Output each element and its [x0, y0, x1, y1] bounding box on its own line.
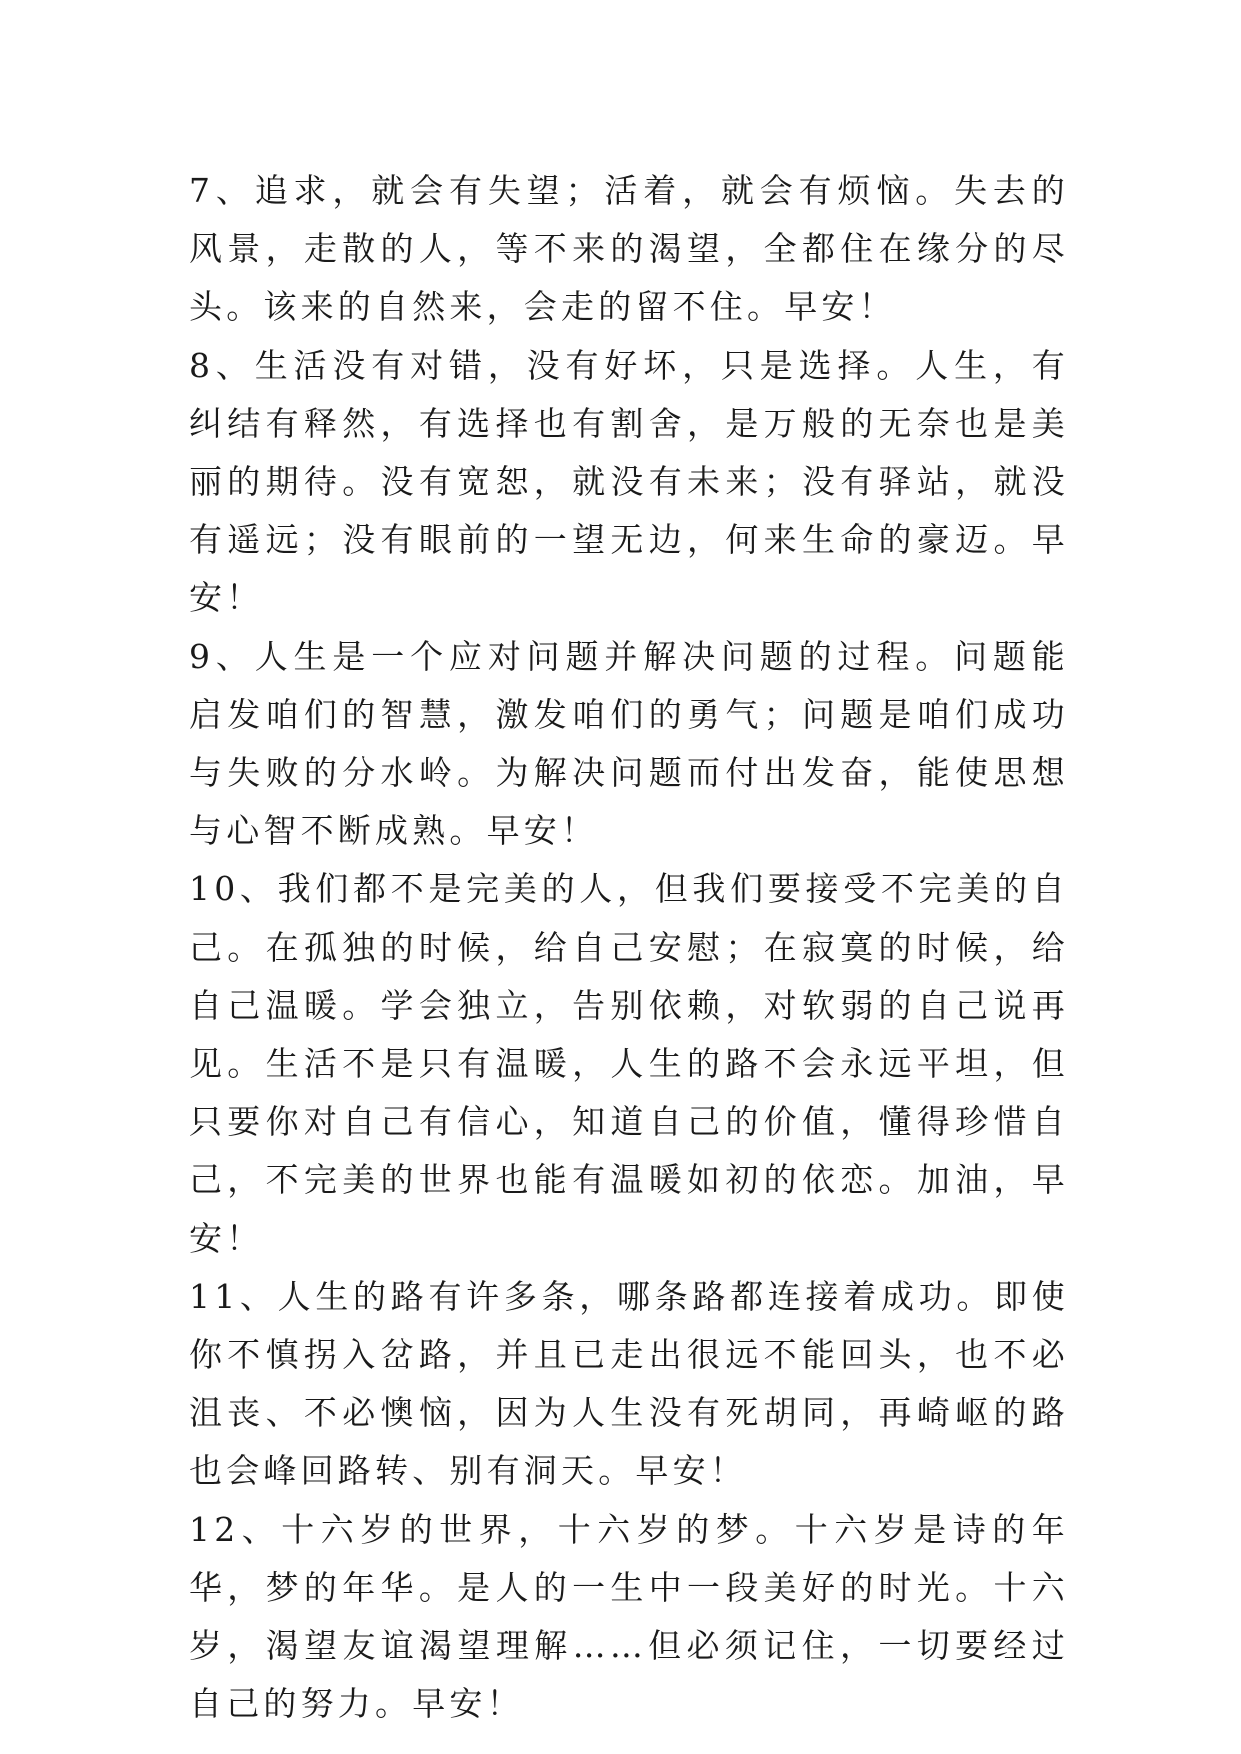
paragraph-12: 12、十六岁的世界，十六岁的梦。十六岁是诗的年华，梦的年华。是人的一生中一段美好的时光。十六岁，渴望友谊渴望理解……但必须记住，一切要经过自己的努力。早安！ [189, 1509, 1069, 1724]
paragraph-8: 8、生活没有对错，没有好坏，只是选择。人生，有纠结有释然，有选择也有割舍，是万般的无奈也是美丽的期待。没有宽恕，就没有未来；没有驿站，就没有遥远；没有眼前的一望无边，何来生命的豪迈。早安！ [189, 345, 1069, 618]
document-body [189, 162, 1069, 1733]
paragraph-11: 11、人生的路有许多条，哪条路都连接着成功。即使你不慎拐入岔路，并且已走出很远不能回头，也不必沮丧、不必懊恼，因为人生没有死胡同，再崎岖的路也会峰回路转、别有洞天。早安！ [189, 1276, 1069, 1491]
paragraph-10: 10、我们都不是完美的人，但我们要接受不完美的自己。在孤独的时候，给自己安慰；在寂寞的时候，给自己温暖。学会独立，告别依赖，对软弱的自己说再见。生活不是只有温暖，人生的路不会永远平坦，但只要你对自己有信心，知道自己的价值，懂得珍惜自己，不完美的世界也能有温暖如初的依恋。加油，早安！ [189, 869, 1069, 1258]
paragraph-7: 7、追求，就会有失望；活着，就会有烦恼。失去的风景，走散的人，等不来的渴望，全都住在缘分的尽头。该来的自然来，会走的留不住。早安！ [189, 171, 1069, 327]
paragraph-9: 9、人生是一个应对问题并解决问题的过程。问题能启发咱们的智慧，激发咱们的勇气；问题是咱们成功与失败的分水岭。为解决问题而付出发奋，能使思想与心智不断成熟。早安！ [189, 636, 1069, 851]
